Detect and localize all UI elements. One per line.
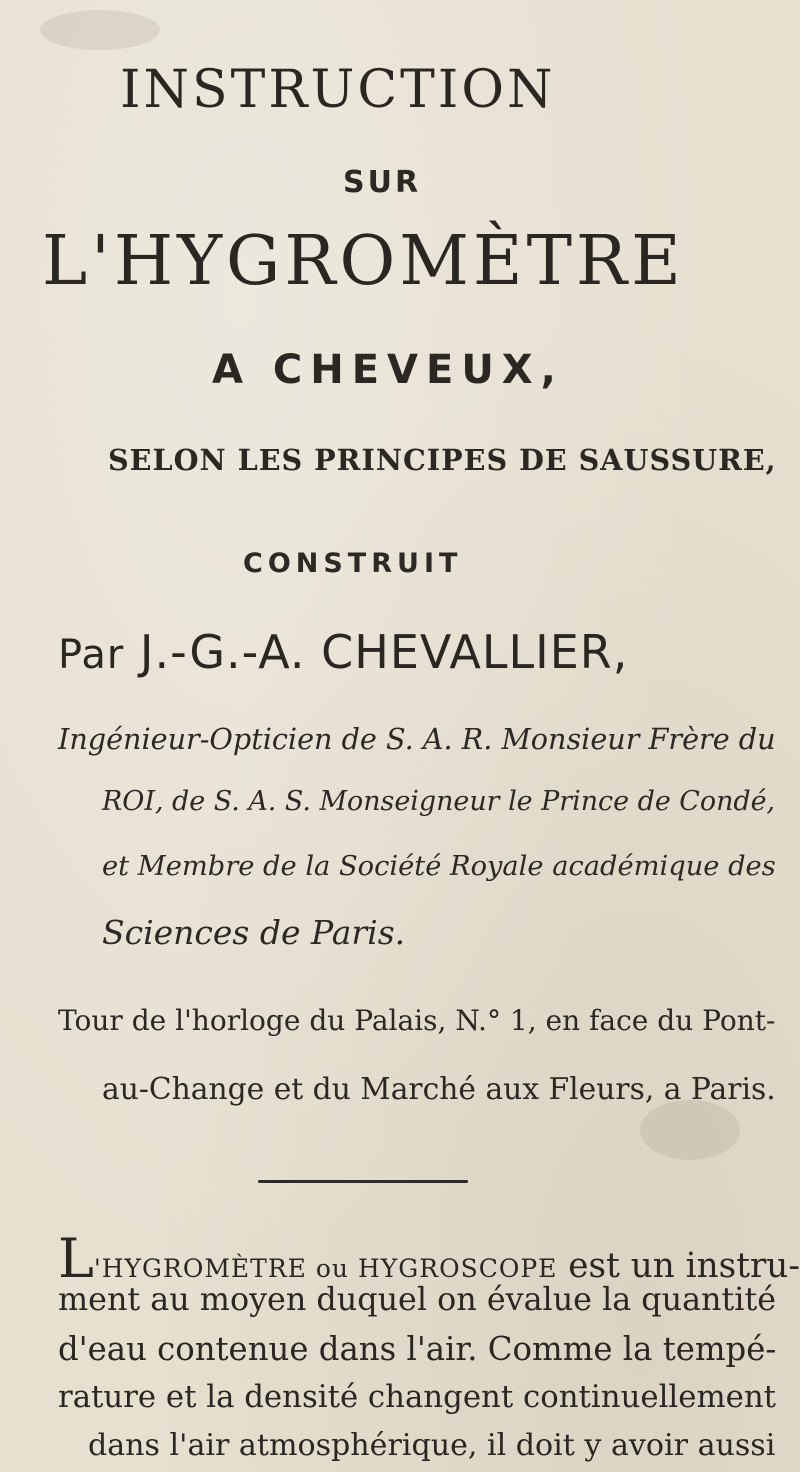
credentials-line: Ingénieur-Opticien de S. A. R. Monsieur Frère du (58, 722, 776, 756)
body-smallcaps: 'HYGROMÈTRE ou HYGROSCOPE (93, 1254, 558, 1283)
author-name: J.-G.-A. CHEVALLIER, (139, 625, 629, 679)
body-line: rature et la densité changent continuellement (58, 1379, 777, 1415)
body-line (58, 1227, 800, 1290)
address-line: au-Change et du Marché aux Fleurs, a Paris. (102, 1072, 776, 1107)
body-line: ment au moyen duquel on évalue la quantité (58, 1281, 777, 1318)
body-line: dans l'air atmosphérique, il doit y avoir aussi (88, 1428, 776, 1463)
body-line-rest: est un instru- (557, 1246, 800, 1286)
credentials-line: et Membre de la Société Royale académique des (102, 851, 776, 882)
title-selon-saussure: SELON LES PRINCIPES DE SAUSSURE, (108, 443, 777, 477)
address-line: Tour de l'horloge du Palais, N.° 1, en face du Pont- (58, 1004, 776, 1037)
paper-stain (40, 10, 160, 50)
title-instruction: INSTRUCTION (120, 60, 556, 120)
drop-cap: L (58, 1227, 94, 1290)
title-construit: CONSTRUIT (243, 548, 463, 579)
paper-stain (640, 1100, 740, 1160)
title-a-cheveux: A CHEVEUX, (212, 347, 564, 393)
credentials-line: ROI, de S. A. S. Monseigneur le Prince de Condé, (102, 786, 776, 817)
title-sur: SUR (343, 165, 422, 200)
section-divider (258, 1180, 468, 1183)
author-prefix: Par (58, 632, 125, 678)
body-line: d'eau contenue dans l'air. Comme la tempé- (58, 1330, 777, 1368)
author-line (58, 625, 628, 679)
credentials-line: Sciences de Paris. (102, 913, 406, 952)
title-hygrometre: L'HYGROMÈTRE (42, 222, 685, 301)
